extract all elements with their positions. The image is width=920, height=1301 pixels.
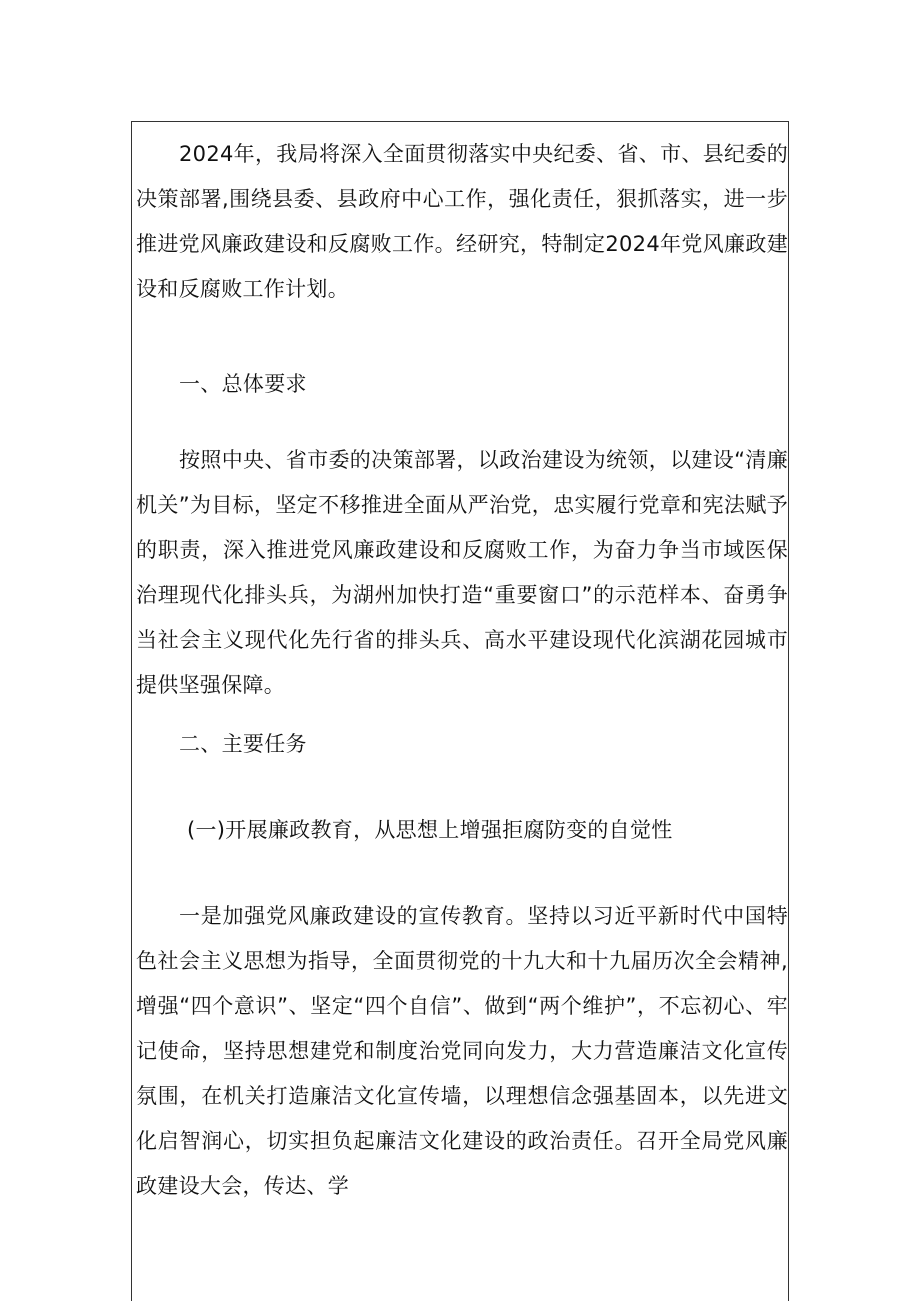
integrity-education-paragraph: 一是加强党风廉政建设的宣传教育。坚持以习近平新时代中国特色社会主义思想为指导，全面贯彻党的十九大和十九届历次全会精神,增强“四个意识”、坚定“四个自信”、做到“两个维护”，不忘初心、牢记使命，坚持思想建党和制度治党同向发力，大力营造廉洁文化宣传氛围，在机关打造廉洁文化宣传墙，以理想信念强基固本，以先进文化启智润心，切实担负起廉洁文化建设的政治责任。召开全局党风廉政建设大会，传达、学 [136,904,788,1198]
subsection-heading-integrity-education: (一)开展廉政教育，从思想上增强拒腐防变的自觉性 [187,818,673,842]
intro-paragraph: 2024年，我局将深入全面贯彻落实中央纪委、省、市、县纪委的决策部署,围绕县委、县政府中心工作，强化责任，狠抓落实，进一步推进党风廉政建设和反腐败工作。经研究，特制定2024年党风廉政建设和反腐败工作计划。 [136,142,788,301]
section-heading-general-requirements: 一、总体要求 [179,372,307,396]
document-page [131,121,789,1301]
general-requirements-paragraph: 按照中央、省市委的决策部署，以政治建设为统领，以建设“清廉机关”为目标，坚定不移推进全面从严治党，忠实履行党章和宪法赋予的职责，深入推进党风廉政建设和反腐败工作，为奋力争当市域医保治理现代化排头兵，为湖州加快打造“重要窗口”的示范样本、奋勇争当社会主义现代化先行省的排头兵、高水平建设现代化滨湖花园城市提供坚强保障。 [136,448,788,697]
section-heading-main-tasks: 二、主要任务 [179,732,307,756]
